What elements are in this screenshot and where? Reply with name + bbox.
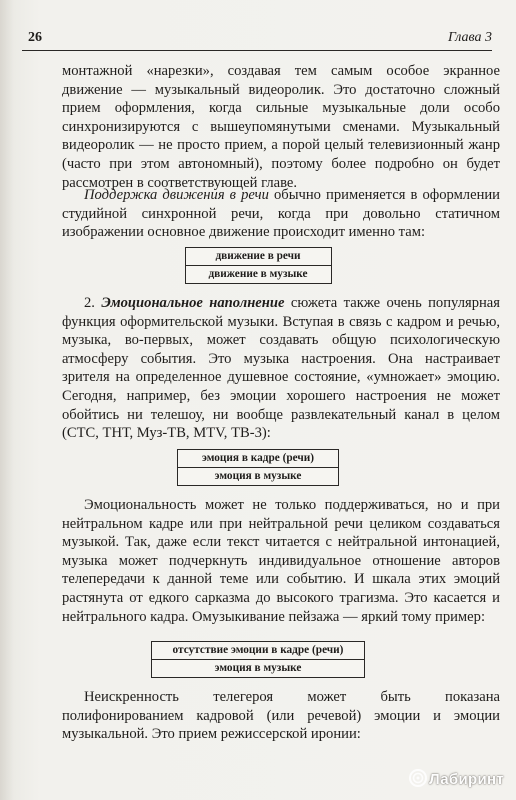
header-rule [22,50,492,51]
diagram-box [177,449,339,486]
paragraph-1-text: монтажной «нарезки», создавая тем самым особое экранное движение — музыкальный видеоролик. Это достаточно сложный прием оформления, когда сильные музыкальные доли особо синхронизируются с вышеупомянутыми сменами. Музыкальный видеоролик — не просто прием, а порой целый телевизионный жанр (часто при этом автономный), поэтому более подробно он будет рассмотрен в соответствующей главе. [62,63,500,191]
diagram-row-frame: движение в речи [215,250,301,262]
diagram-neutral [0,641,516,678]
italic-term: Поддержка движения в речи [84,187,269,203]
chapter-title: Глава 3 [448,30,492,45]
paragraph-4-text: Эмоциональность может не только поддерживаться, но и при нейтральном кадре или при нейтральной речи целиком создаваться музыкой. Так, даже если текст читается с нейтральной интонацией, музыка может подчеркнуть индивидуальное отношение авторов телепередачи к данной теме или событию. И шкала этих эмоций растянута от едкого сарказма до высокого трагизма. Это касается и нейтрального кадра. Омузыкивание пейзажа — яркий тому пример: [62,497,500,625]
watermark-text: Лабиринт [429,771,504,788]
paragraph-5 [62,688,500,744]
diagram-row-music: эмоция в музыке [152,659,364,677]
diagram-box [151,641,365,678]
diagram-row-music: движение в музыке [186,265,331,283]
paragraph-3 [62,294,500,443]
paragraph-3-rest: сюжета также очень популярная функция оформительской музыки. Вступая в связь с кадром и речью, музыка, во-первых, может создавать общую психологическую атмосферу события. Это музыка настроения. Она настраивает зрителя на определенное душевное состояние, «умножает» эмоцию. Сегодня, например, без эмоции хорошего настроения не может обойтись ни телешоу, ни вообще развлекательный канал в целом (СТС, ТНТ, Муз-ТВ, MTV, ТВ-3): [62,295,500,442]
paragraph-1 [62,62,500,192]
paragraph-2-rest: обычно применяется в оформлении студийной синхронной речи, когда при довольно статичном изображении основное движение происходит именно там: [62,187,500,241]
list-number: 2. [84,295,102,311]
paragraph-5-text: Неискренность телегероя может быть показана полифонированием кадровой (или речевой) эмоции и эмоции музыкальной. Это прием режиссерской иронии: [62,689,500,743]
watermark [409,769,504,788]
paragraph-4 [62,496,500,626]
diagram-row-frame: отсутствие эмоции в кадре (речи) [172,644,344,656]
bold-italic-term: Эмоциональное наполнение [101,295,285,311]
diagram-row-music: эмоция в музыке [178,467,338,485]
diagram-row-frame: эмоция в кадре (речи) [201,452,315,464]
diagram-box [185,247,332,284]
page-number: 26 [28,30,42,45]
paragraph-3-text [62,294,500,443]
paragraph-2 [62,186,500,242]
diagram-movement [0,247,516,284]
diagram-emotion [0,449,516,486]
paragraph-2-text [62,186,500,242]
running-head [22,30,492,52]
labyrinth-logo-icon [409,769,427,787]
